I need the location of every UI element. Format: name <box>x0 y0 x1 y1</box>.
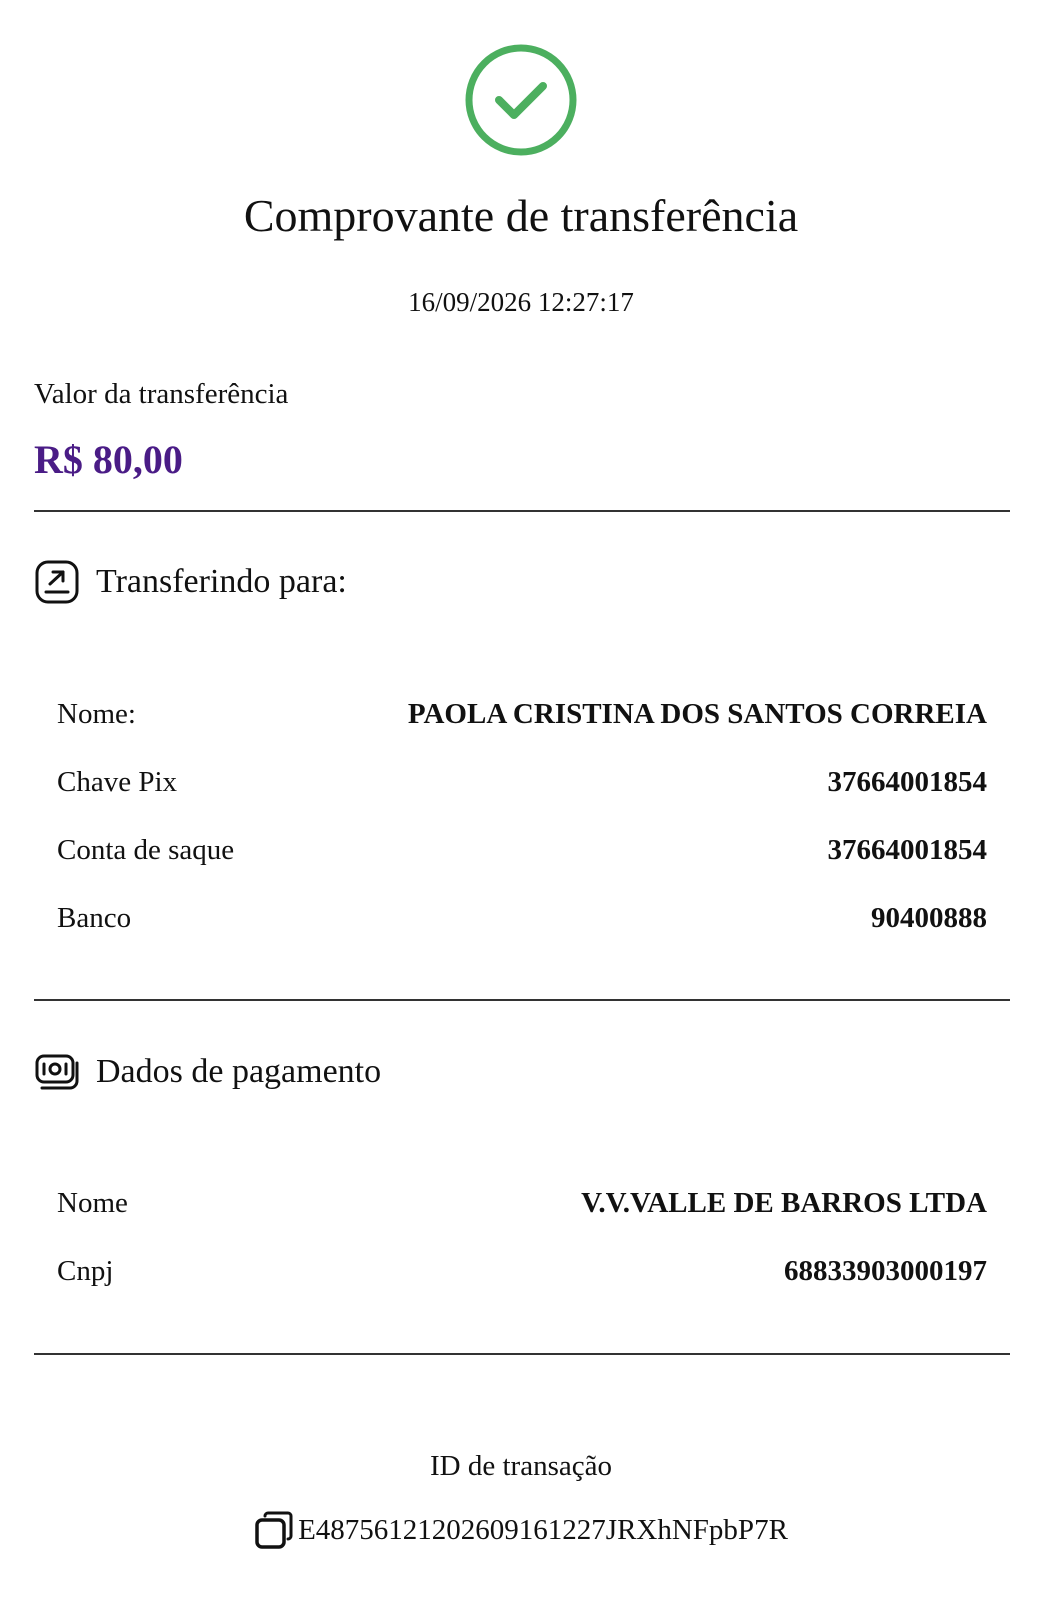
copy-icon[interactable] <box>254 1510 294 1550</box>
recipient-row-bank <box>57 898 987 938</box>
row-value: 90400888 <box>871 902 987 934</box>
money-stack-icon <box>34 1049 80 1095</box>
row-label: Nome <box>57 1187 128 1219</box>
row-label: Banco <box>57 902 132 934</box>
divider <box>34 1353 1010 1355</box>
transfer-datetime: 16/09/2026 12:27:17 <box>408 287 634 317</box>
row-label: Nome: <box>57 698 136 730</box>
row-value: PAOLA CRISTINA DOS SANTOS CORREIA <box>407 698 987 730</box>
payment-section-header <box>34 1048 381 1096</box>
recipient-row-pix-key <box>57 762 987 802</box>
transaction-id-label: ID de transação <box>430 1450 612 1482</box>
row-value: V.V.VALLE DE BARROS LTDA <box>581 1187 987 1219</box>
payment-section-title: Dados de pagamento <box>96 1053 382 1090</box>
check-circle-icon <box>463 42 579 158</box>
row-label: Conta de saque <box>57 834 235 866</box>
recipient-section-header <box>34 558 347 606</box>
divider <box>34 999 1010 1001</box>
row-value: 37664001854 <box>827 834 987 866</box>
amount-label: Valor da transferência <box>34 378 289 410</box>
recipient-row-name <box>57 694 987 734</box>
row-value: 37664001854 <box>827 766 987 798</box>
recipient-section-title: Transferindo para: <box>96 563 347 600</box>
payment-row-name <box>57 1183 987 1223</box>
amount-value: R$ 80,00 <box>34 437 183 482</box>
transfer-out-icon <box>34 559 80 605</box>
divider <box>34 510 1010 512</box>
transaction-id-value[interactable]: E48756121202609161227JRXhNFpbP7R <box>298 1514 788 1546</box>
payment-row-cnpj <box>57 1251 987 1291</box>
row-value: 68833903000197 <box>784 1255 987 1287</box>
transaction-id-row <box>0 1510 1042 1550</box>
page-title: Comprovante de transferência <box>243 190 799 241</box>
recipient-row-account <box>57 830 987 870</box>
row-label: Chave Pix <box>57 766 178 798</box>
row-label: Cnpj <box>57 1255 114 1287</box>
